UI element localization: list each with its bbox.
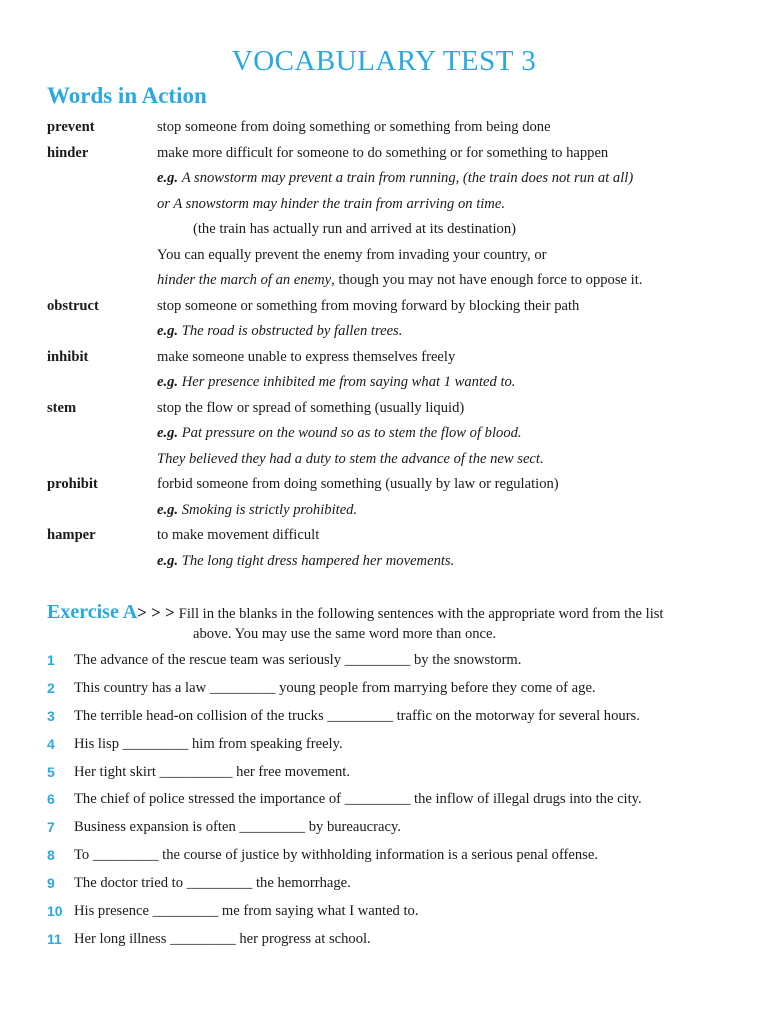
- note-row: [0, 217, 768, 243]
- example-text: The long tight dress hampered her movements.: [181, 552, 455, 569]
- question-text: His lisp _________ him from speaking freely.: [74, 735, 343, 752]
- question-row: [0, 870, 768, 898]
- question-row: [0, 703, 768, 731]
- question-number: 1: [47, 652, 55, 668]
- example-row: [0, 370, 768, 396]
- question-number: 5: [47, 763, 55, 780]
- example-row: [0, 549, 768, 575]
- question-text: The advance of the rescue team was seriously _________ by the snowstorm.: [74, 652, 522, 668]
- definition-text: stop the flow or spread of something (usually liquid): [157, 399, 465, 416]
- definition-text: stop someone or something from moving forward by blocking their path: [157, 297, 580, 314]
- question-number: 10: [47, 903, 63, 920]
- eg-label: e.g.: [157, 323, 179, 339]
- term: stem: [47, 399, 77, 416]
- question-row: [0, 814, 768, 842]
- question-text: The doctor tried to _________ the hemorrhage.: [74, 875, 351, 892]
- note-rest: , though you may not have enough force to oppose it.: [331, 272, 643, 288]
- question-number: 6: [47, 791, 55, 808]
- question-text: Her long illness _________ her progress at school.: [74, 930, 371, 947]
- question-text: Her tight skirt __________ her free movement.: [74, 763, 350, 780]
- definition-row: [0, 345, 768, 371]
- note-row: [0, 243, 768, 269]
- eg-label: e.g.: [157, 552, 179, 569]
- question-number: 8: [47, 847, 55, 864]
- question-text: The chief of police stressed the importance of _________ the inflow of illegal drugs into the city.: [74, 791, 642, 808]
- example-row: [0, 192, 768, 218]
- example: [157, 549, 454, 575]
- term: prohibit: [47, 476, 98, 492]
- question-number: 3: [47, 707, 55, 724]
- exercise-instruction: Fill in the blanks in the following sentences with the appropriate word from the list: [178, 606, 664, 622]
- term: hinder: [47, 144, 89, 161]
- definition-text: to make movement difficult: [157, 527, 320, 543]
- question-number: 9: [47, 875, 55, 892]
- example-text: Pat pressure on the wound so as to stem the flow of blood.: [181, 425, 522, 441]
- example-row: [0, 447, 768, 473]
- term: obstruct: [47, 297, 99, 314]
- question-text: Business expansion is often _________ by bureaucracy.: [74, 819, 401, 836]
- section-heading: Words in Action: [47, 83, 207, 108]
- question-row: [0, 647, 768, 675]
- question-text: The terrible head-on collision of the trucks _________ traffic on the motorway for several hours.: [74, 707, 640, 724]
- example-text: Her presence inhibited me from saying what 1 wanted to.: [181, 374, 516, 390]
- note-text: (the train has actually run and arrived at its destination): [193, 221, 516, 237]
- exercise-header: [47, 601, 747, 624]
- question-row: [0, 842, 768, 870]
- question-number: 2: [47, 679, 55, 696]
- example: [157, 319, 402, 345]
- exercise-instruction-cont: above. You may use the same word more than once.: [193, 626, 497, 642]
- example-row: [0, 319, 768, 345]
- definition-text: stop someone from doing something or something from being done: [157, 119, 551, 135]
- example-text: Smoking is strictly prohibited.: [181, 501, 358, 518]
- example-text: The road is obstructed by fallen trees.: [181, 323, 403, 339]
- example-text: A snowstorm may prevent a train from running, (the train does not run at all): [181, 170, 634, 186]
- example-row: [0, 166, 768, 192]
- note-text: [157, 268, 642, 294]
- question-row: [0, 898, 768, 926]
- question-text: To _________ the course of justice by withholding information is a serious penal offense.: [74, 847, 598, 864]
- definition-text: forbid someone from doing something (usually by law or regulation): [157, 476, 559, 492]
- note-italic: hinder the march of an enemy: [157, 272, 332, 288]
- exercise-arrows: > > >: [137, 603, 175, 622]
- example: [157, 498, 357, 524]
- eg-label: e.g.: [157, 374, 179, 390]
- question-row: [0, 675, 768, 703]
- definition-row: [0, 523, 768, 549]
- definition-row: [0, 141, 768, 167]
- question-number: 11: [47, 930, 62, 947]
- example-text: or A snowstorm may hinder the train from arriving on time.: [157, 195, 505, 212]
- question-number: 7: [47, 819, 55, 836]
- example: [157, 421, 522, 447]
- term: prevent: [47, 119, 95, 135]
- note-row: [0, 268, 768, 294]
- definition-row: [0, 396, 768, 422]
- exercise-label: Exercise A: [47, 601, 138, 623]
- example-row: [0, 498, 768, 524]
- question-row: [0, 731, 768, 759]
- question-number: 4: [47, 735, 55, 752]
- definition-text: make someone unable to express themselves freely: [157, 348, 456, 365]
- definition-row: [0, 294, 768, 320]
- question-row: [0, 786, 768, 814]
- question-text: His presence _________ me from saying what I wanted to.: [74, 903, 419, 920]
- question-text: This country has a law _________ young people from marrying before they come of age.: [74, 679, 596, 696]
- definition-row: [0, 472, 768, 498]
- example: [157, 166, 633, 192]
- definition-row: [0, 115, 768, 141]
- example: [157, 370, 515, 396]
- question-row: [0, 926, 768, 954]
- question-row: [0, 759, 768, 787]
- eg-label: e.g.: [157, 501, 179, 518]
- eg-label: e.g.: [157, 425, 179, 441]
- note-text: You can equally prevent the enemy from invading your country, or: [157, 246, 547, 263]
- question-list: [0, 647, 768, 954]
- definitions-list: [0, 115, 768, 574]
- page-title: VOCABULARY TEST 3: [231, 45, 537, 77]
- example-row: [0, 421, 768, 447]
- example-text: They believed they had a duty to stem the advance of the new sect.: [157, 450, 544, 467]
- eg-label: e.g.: [157, 170, 179, 186]
- term: hamper: [47, 527, 96, 543]
- term: inhibit: [47, 348, 89, 365]
- definition-text: make more difficult for someone to do something or for something to happen: [157, 144, 609, 161]
